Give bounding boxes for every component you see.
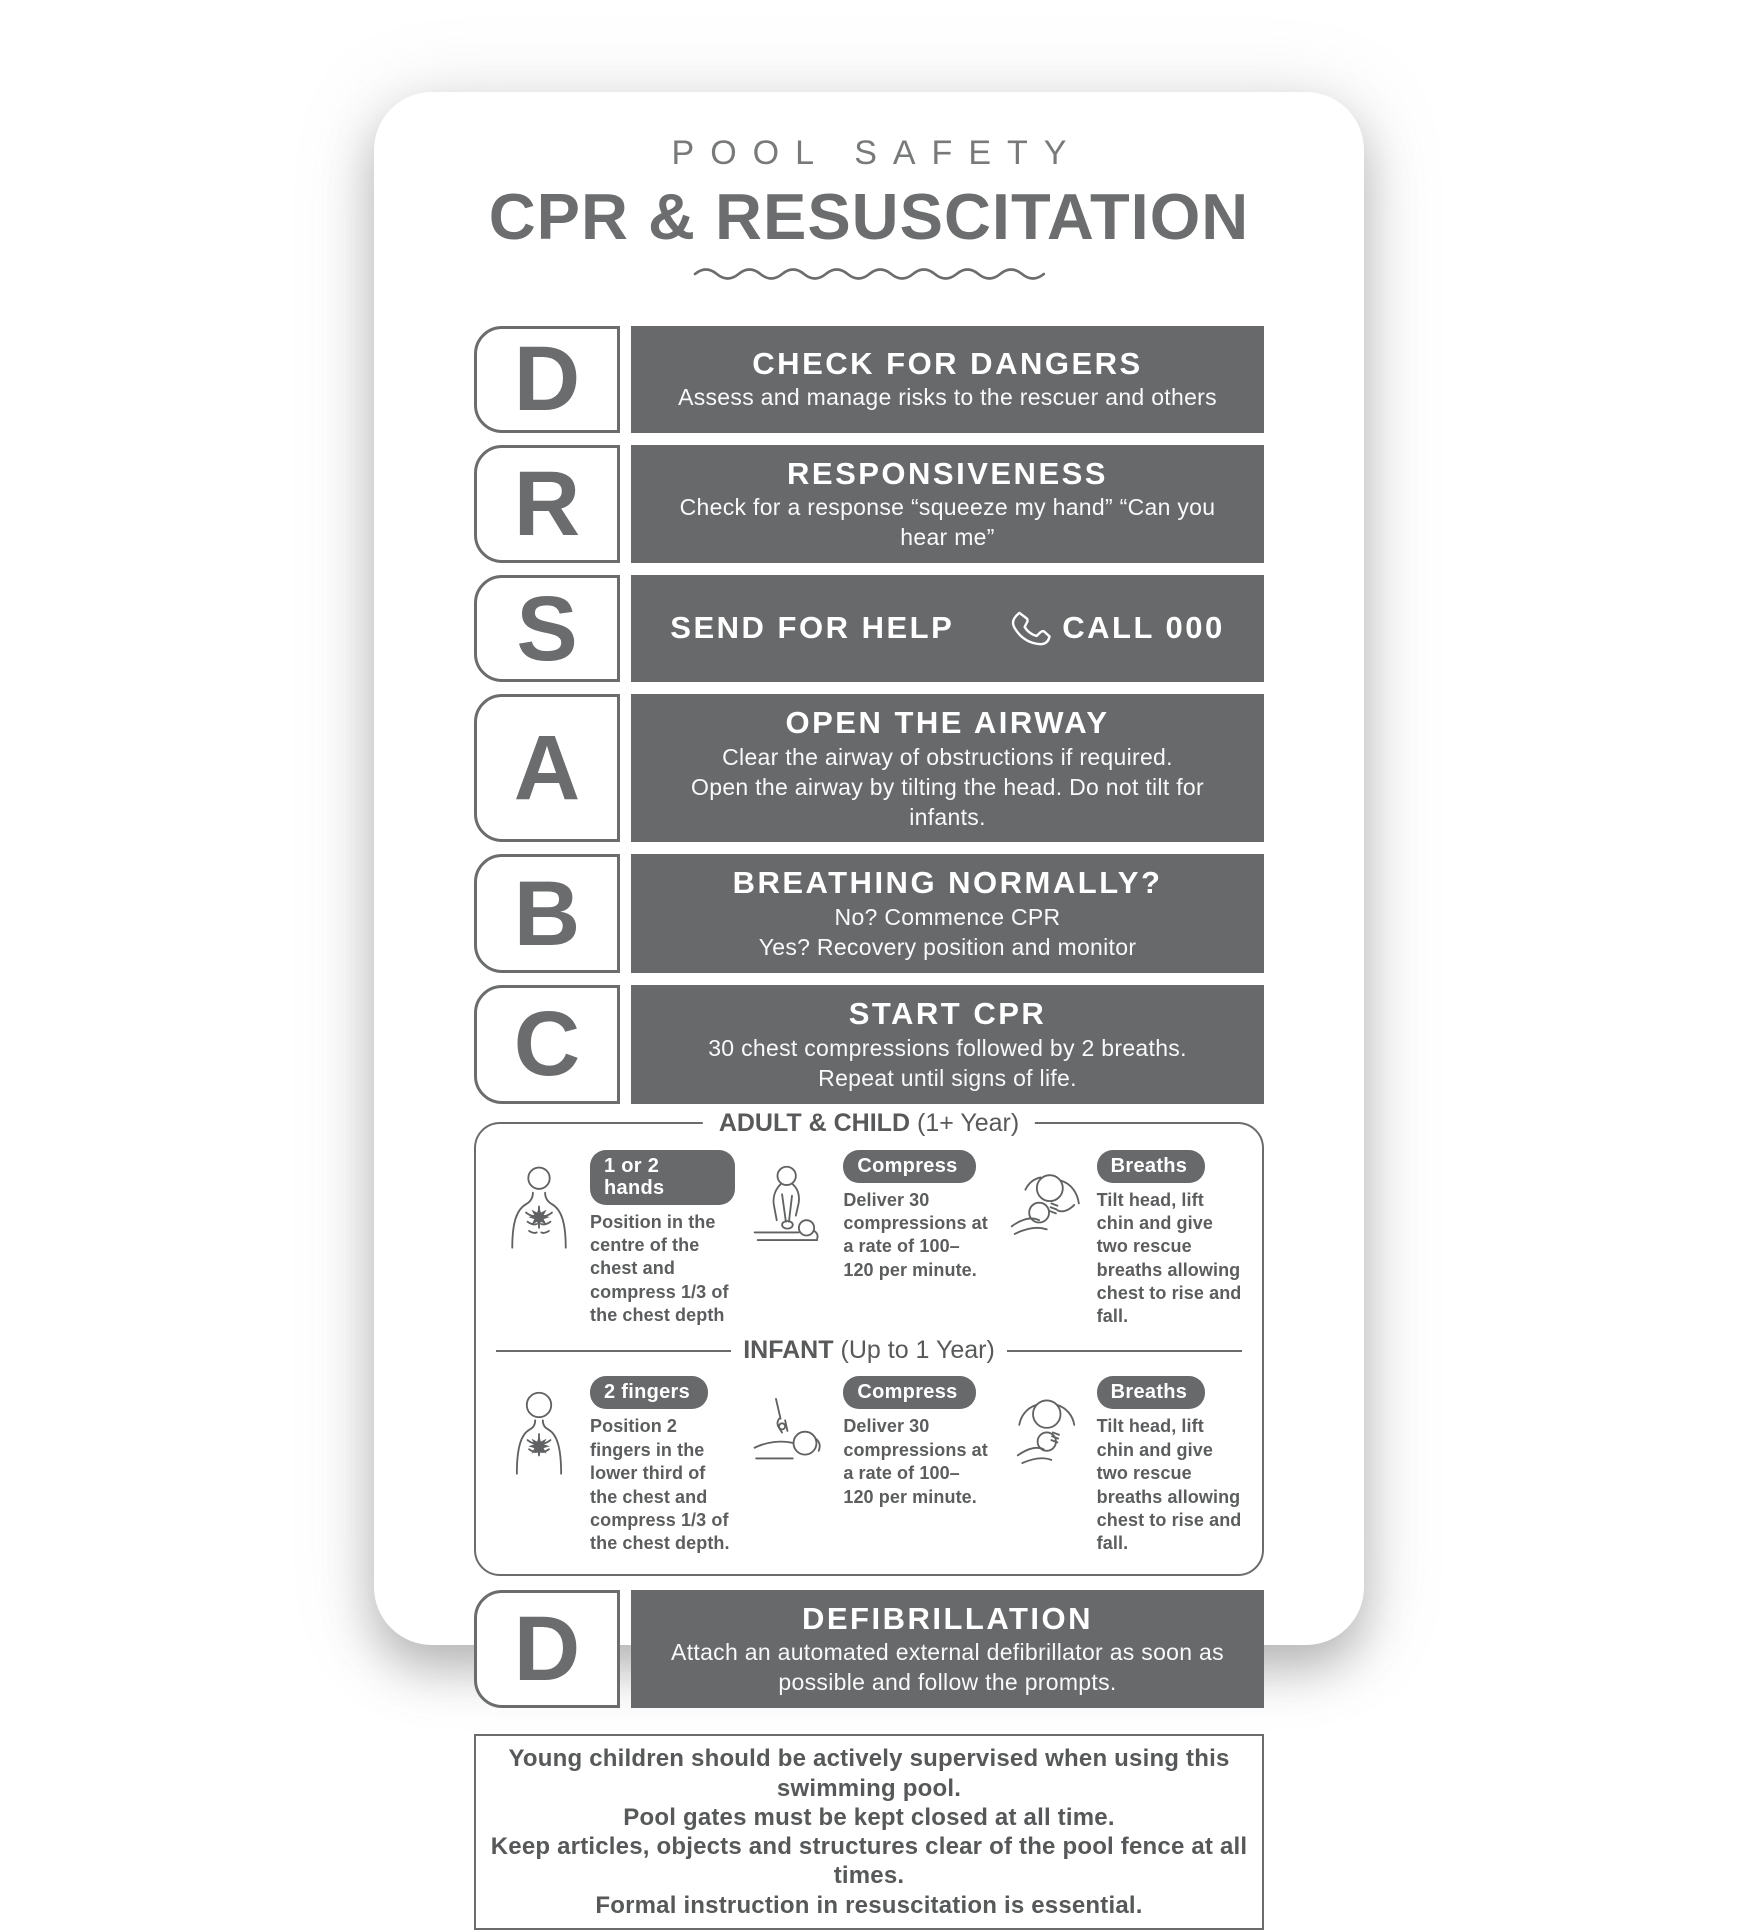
letter-box-s — [474, 575, 620, 682]
notice-line-supervision: Young children should be actively supervised when using this swimming pool. — [508, 1745, 1230, 1802]
adult-child-row — [496, 1150, 1242, 1329]
infant-heading-bold: INFANT — [743, 1335, 834, 1364]
step-bar-danger — [631, 326, 1264, 433]
notice-line-gates: Pool gates must be kept closed at all time. — [623, 1803, 1115, 1831]
letter-box-b — [474, 854, 620, 973]
letter-box-d — [474, 326, 620, 433]
guide-item-body — [843, 1376, 988, 1555]
guide-text: Deliver 30 compressions at a rate of 100–120 per minute. — [843, 1416, 988, 1507]
wave-divider — [474, 265, 1264, 286]
step-bar-defibrillation — [631, 1590, 1264, 1709]
step-subtitle: Check for a response “squeeze my hand” “Can you hear me” — [679, 494, 1216, 551]
cpr-safety-sign — [374, 92, 1364, 1919]
step-title: BREATHING NORMALLY? — [732, 865, 1163, 901]
step-row-send-for-help — [474, 575, 1264, 682]
adult-child-heading — [703, 1108, 1035, 1138]
step-title: OPEN THE AIRWAY — [785, 705, 1110, 741]
guide-text: Deliver 30 compressions at a rate of 100–120 per minute. — [843, 1189, 988, 1280]
step-subtitle-line2: Yes? Recovery position and monitor — [758, 934, 1137, 961]
step-subtitle-line1: Clear the airway of obstructions if required. — [722, 743, 1173, 770]
guide-text: Tilt head, lift chin and give two rescue breaths allowing chest to rise and fall. — [1096, 1416, 1242, 1554]
step-subtitle-line2: possible and follow the prompts. — [778, 1669, 1117, 1696]
sign-content — [374, 92, 1364, 1919]
step-bar-send-for-help — [631, 575, 1264, 682]
step-title: RESPONSIVENESS — [787, 455, 1108, 491]
adult-breaths-icon — [1003, 1150, 1089, 1329]
guide-item-adult-compress — [749, 1150, 988, 1329]
infant-row — [496, 1376, 1242, 1555]
divider-line-left — [496, 1350, 731, 1352]
infant-heading — [743, 1337, 995, 1365]
step-row-cpr — [474, 985, 1264, 1104]
guide-item-infant-compress — [749, 1376, 988, 1555]
adult-chest-icon — [496, 1150, 582, 1329]
step-subtitle-line1: No? Commence CPR — [834, 904, 1061, 931]
guide-item-body — [843, 1150, 988, 1329]
pool-rules-notice — [474, 1734, 1264, 1930]
sign-kicker: POOL SAFETY — [671, 134, 1083, 172]
guide-text: Position 2 fingers in the lower third of the chest and compress 1/3 of the chest depth. — [590, 1416, 730, 1554]
notice-line-fence: Keep articles, objects and structures clear of the pool fence at all times. — [490, 1833, 1248, 1890]
step-bar-cpr — [631, 985, 1264, 1104]
letter-box-c — [474, 985, 620, 1104]
step-subtitle: Assess and manage risks to the rescuer and others — [678, 384, 1217, 411]
step-row-defibrillation — [474, 1590, 1264, 1709]
letter-box-a — [474, 694, 620, 842]
step-subtitle-line2: Open the airway by tilting the head. Do not tilt for infants. — [691, 773, 1204, 830]
step-letter: C — [513, 993, 581, 1096]
guide-badge: 2 fingers — [590, 1376, 708, 1409]
step-letter: D — [513, 1597, 581, 1700]
step-subtitle-line1: 30 chest compressions followed by 2 breaths. — [708, 1034, 1187, 1061]
call-000-label: CALL 000 — [1062, 610, 1225, 646]
infant-compression-icon — [749, 1376, 835, 1555]
infant-chest-icon — [496, 1376, 582, 1555]
step-bar-breathing — [631, 854, 1264, 973]
step-row-responsiveness — [474, 445, 1264, 564]
divider-line-right — [1007, 1350, 1242, 1352]
guide-badge: Breaths — [1097, 1376, 1206, 1409]
letter-box-r — [474, 445, 620, 564]
step-bar-airway — [631, 694, 1264, 842]
guide-item-body — [1097, 1376, 1242, 1555]
step-subtitle-line2: Repeat until signs of life. — [818, 1064, 1077, 1091]
guide-item-adult-breaths — [1003, 1150, 1242, 1329]
step-bar-responsiveness — [631, 445, 1264, 564]
step-title: SEND FOR HELP — [670, 610, 955, 646]
step-row-danger — [474, 326, 1264, 433]
step-row-airway — [474, 694, 1264, 842]
step-letter: S — [516, 577, 578, 680]
guide-text: Tilt head, lift chin and give two rescue breaths allowing chest to rise and fall. — [1096, 1189, 1242, 1327]
step-title: START CPR — [848, 995, 1047, 1031]
wave-line-icon — [693, 265, 1045, 281]
infant-heading-normal: (Up to 1 Year) — [840, 1335, 995, 1364]
adult-compression-icon — [749, 1150, 835, 1329]
step-letter: R — [513, 452, 581, 555]
guide-item-body — [1097, 1150, 1242, 1329]
adult-child-heading-normal: (1+ Year) — [917, 1108, 1020, 1137]
guide-badge: Breaths — [1097, 1150, 1206, 1183]
step-letter: D — [513, 328, 581, 430]
step-title: DEFIBRILLATION — [801, 1600, 1093, 1636]
sign-title: CPR & RESUSCITATION — [488, 180, 1250, 253]
adult-child-heading-bold: ADULT & CHILD — [718, 1108, 911, 1137]
step-letter: A — [513, 717, 581, 820]
guide-text: Position in the centre of the chest and compress 1/3 of the chest depth — [590, 1211, 729, 1326]
guide-badge: Compress — [843, 1150, 975, 1183]
infant-heading-divider — [496, 1337, 1242, 1365]
infant-breaths-icon — [1003, 1376, 1089, 1555]
step-row-breathing — [474, 854, 1264, 973]
guide-item-body — [590, 1150, 735, 1329]
cpr-technique-guide — [474, 1108, 1264, 1576]
step-title: CHECK FOR DANGERS — [752, 345, 1143, 381]
phone-icon — [1005, 604, 1055, 654]
call-000-group — [1008, 607, 1224, 651]
guide-item-adult-hands — [496, 1150, 735, 1329]
letter-box-defib-d — [474, 1590, 620, 1709]
step-letter: B — [513, 862, 581, 965]
guide-item-infant-fingers — [496, 1376, 735, 1555]
step-subtitle-line1: Attach an automated external defibrillator as soon as — [671, 1639, 1224, 1666]
guide-item-body — [590, 1376, 735, 1555]
guide-badge: 1 or 2 hands — [590, 1150, 735, 1205]
guide-badge: Compress — [843, 1376, 975, 1409]
guide-item-infant-breaths — [1003, 1376, 1242, 1555]
notice-line-instruction: Formal instruction in resuscitation is essential. — [595, 1891, 1143, 1919]
